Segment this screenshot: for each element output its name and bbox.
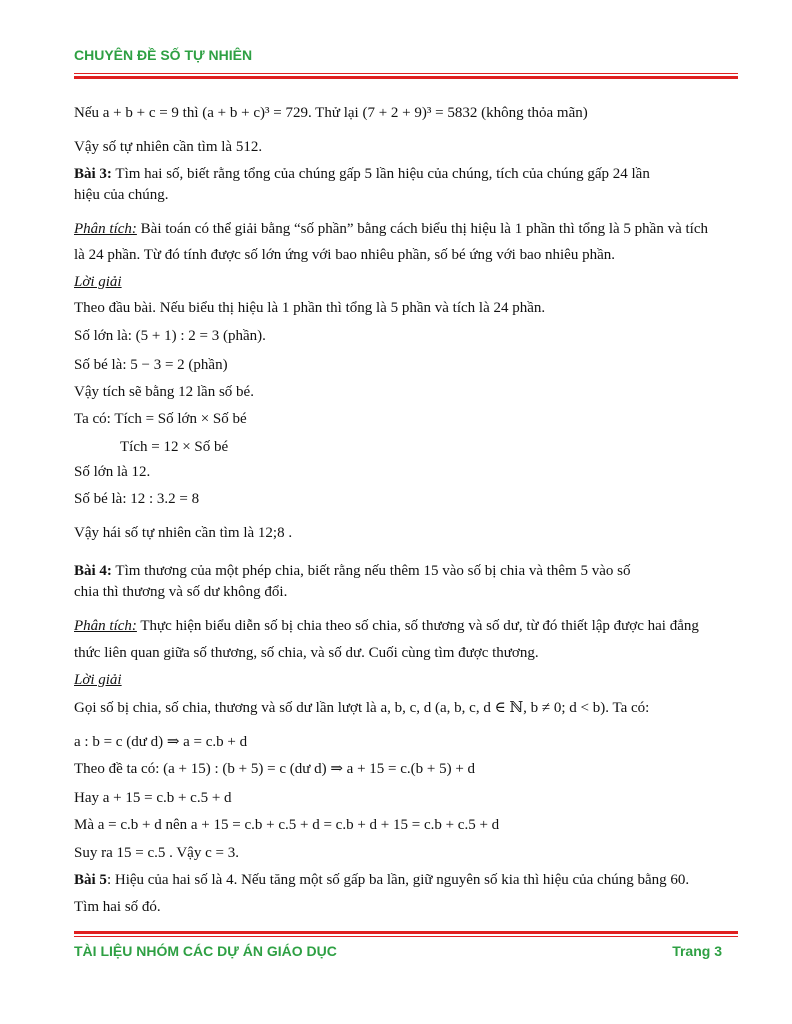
solution-4-label: Lời giải	[74, 672, 122, 688]
analysis-3-line-1: Phân tích: Bài toán có thể giải bằng “số phần” bằng cách biểu thị hiệu là 1 phần thì tổng là 5 phần và tích	[74, 221, 708, 237]
math-line: Hay a + 15 = c.b + c.5 + d	[74, 790, 232, 806]
solution-3-label: Lời giải	[74, 274, 122, 290]
page-header-title: CHUYÊN ĐỀ SỐ TỰ NHIÊN	[74, 47, 253, 63]
text-line: Nếu a + b + c = 9 thì (a + b + c)³ = 729. Thử lại (7 + 2 + 9)³ = 5832 (không thỏa mãn)	[74, 105, 588, 121]
problem-3-line-2: hiệu của chúng.	[74, 187, 169, 203]
math-line: Mà a = c.b + d nên a + 15 = c.b + c.5 + d = c.b + d + 15 = c.b + c.5 + d	[74, 817, 500, 833]
text-line: Vậy tích sẽ bằng 12 lần số bé.	[74, 384, 254, 400]
text-line: Gọi số bị chia, số chia, thương và số dư lần lượt là a, b, c, d (a, b, c, d ∈ ℕ, b ≠ 0; d < b). Ta có:	[74, 700, 650, 716]
text-line: Vậy hái số tự nhiên cần tìm là 12;8 .	[74, 525, 293, 541]
text-line: Vậy số tự nhiên cần tìm là 512.	[74, 139, 263, 155]
analysis-4-line-1: Phân tích: Thực hiện biểu diễn số bị chia theo số chia, số thương và số dư, từ đó thiết lập được hai đẳng	[74, 618, 699, 634]
footer-title: TÀI LIỆU NHÓM CÁC DỰ ÁN GIÁO DỤC	[74, 943, 337, 959]
footer-rule-thick	[74, 931, 738, 934]
problem-5-line-1: Bài 5: Hiệu của hai số là 4. Nếu tăng một số gấp ba lần, giữ nguyên số kia thì hiệu của chúng bằng 60.	[74, 872, 690, 888]
text-line: Theo đầu bài. Nếu biểu thị hiệu là 1 phần thì tổng là 5 phần và tích là 24 phần.	[74, 300, 546, 316]
problem-5-line-2: Tìm hai số đó.	[74, 899, 161, 915]
text-line: Ta có: Tích = Số lớn × Số bé	[74, 411, 247, 427]
problem-4-label: Bài 4:	[74, 563, 112, 579]
problem-4-line-2: chia thì thương và số dư không đổi.	[74, 584, 288, 600]
page-number: Trang 3	[672, 943, 722, 959]
header-rule-thick	[74, 76, 738, 79]
text-line: Số lớn là: (5 + 1) : 2 = 3 (phần).	[74, 328, 266, 344]
math-line: Suy ra 15 = c.5 . Vậy c = 3.	[74, 845, 239, 861]
math-line: a : b = c (dư d) ⇒ a = c.b + d	[74, 734, 248, 750]
problem-3-line-1: Bài 3: Tìm hai số, biết rằng tổng của chúng gấp 5 lần hiệu của chúng, tích của chúng gấp 24 lần	[74, 166, 650, 182]
analysis-label: Phân tích:	[74, 221, 137, 237]
analysis-3-line-2: là 24 phần. Từ đó tính được số lớn ứng với bao nhiêu phần, số bé ứng với bao nhiêu phần.	[74, 247, 615, 263]
text-line: Số bé là: 12 : 3.2 = 8	[74, 491, 200, 507]
footer-rule-thin	[74, 936, 738, 937]
analysis-label: Phân tích:	[74, 618, 137, 634]
text-line: Số lớn là 12.	[74, 464, 151, 480]
text-line: Tích = 12 × Số bé	[120, 439, 229, 455]
header-rule-thin	[74, 73, 738, 74]
problem-4-line-1: Bài 4: Tìm thương của một phép chia, biết rằng nếu thêm 15 vào số bị chia và thêm 5 vào số	[74, 563, 631, 579]
problem-3-label: Bài 3:	[74, 166, 112, 182]
math-line: Theo đề ta có: (a + 15) : (b + 5) = c (dư d) ⇒ a + 15 = c.(b + 5) + d	[74, 761, 476, 777]
analysis-4-line-2: thức liên quan giữa số thương, số chia, và số dư. Cuối cùng tìm được thương.	[74, 645, 539, 661]
text-line: Số bé là: 5 − 3 = 2 (phần)	[74, 357, 228, 373]
problem-5-label: Bài 5	[74, 872, 107, 888]
